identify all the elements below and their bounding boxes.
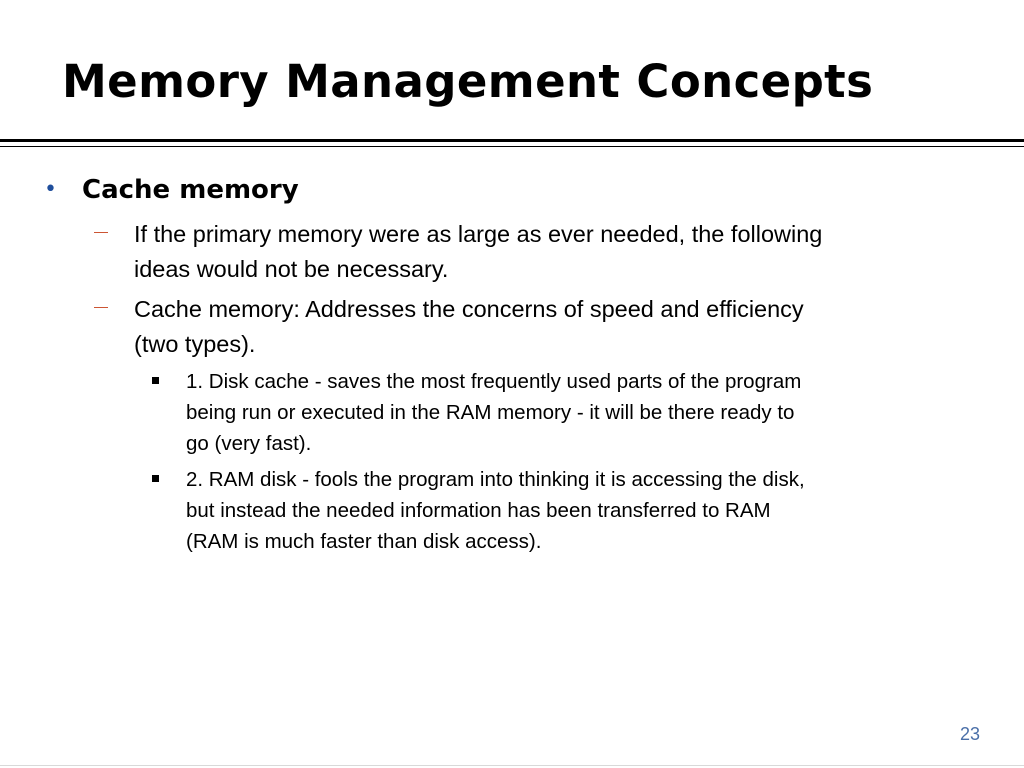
item-line: (RAM is much faster than disk access). [186, 530, 542, 553]
subpoint-line: ideas would not be necessary. [134, 256, 449, 282]
item-line: being run or executed in the RAM memory - it will be there ready to [186, 401, 795, 424]
item-line: but instead the needed information has been transferred to RAM [186, 499, 771, 522]
item-line: 1. Disk cache - saves the most frequently used parts of the program [186, 370, 802, 393]
square-bullet-icon [152, 475, 159, 482]
bullet-dot-icon: • [44, 177, 57, 202]
item-line: go (very fast). [186, 432, 312, 455]
slide-title: Memory Management Concepts [62, 55, 874, 108]
item-text [186, 464, 1006, 557]
square-bullet-icon [152, 377, 159, 384]
title-divider-thin [0, 146, 1024, 147]
item-line: 2. RAM disk - fools the program into thinking it is accessing the disk, [186, 468, 805, 491]
subpoint-text [134, 217, 994, 287]
bottom-divider [0, 765, 1024, 766]
subpoint-line: If the primary memory were as large as ever needed, the following [134, 221, 823, 247]
page-number: 23 [959, 724, 980, 744]
dash-bullet-icon [94, 307, 108, 308]
subpoint-line: (two types). [134, 331, 256, 357]
dash-bullet-icon [94, 232, 108, 233]
item-text [186, 366, 1006, 459]
subpoint-text [134, 292, 994, 362]
bullet-cache-memory [44, 170, 984, 210]
title-divider-thick [0, 139, 1024, 142]
subpoint-line: Cache memory: Addresses the concerns of speed and efficiency [134, 296, 804, 322]
bullet-heading: Cache memory [82, 175, 299, 205]
